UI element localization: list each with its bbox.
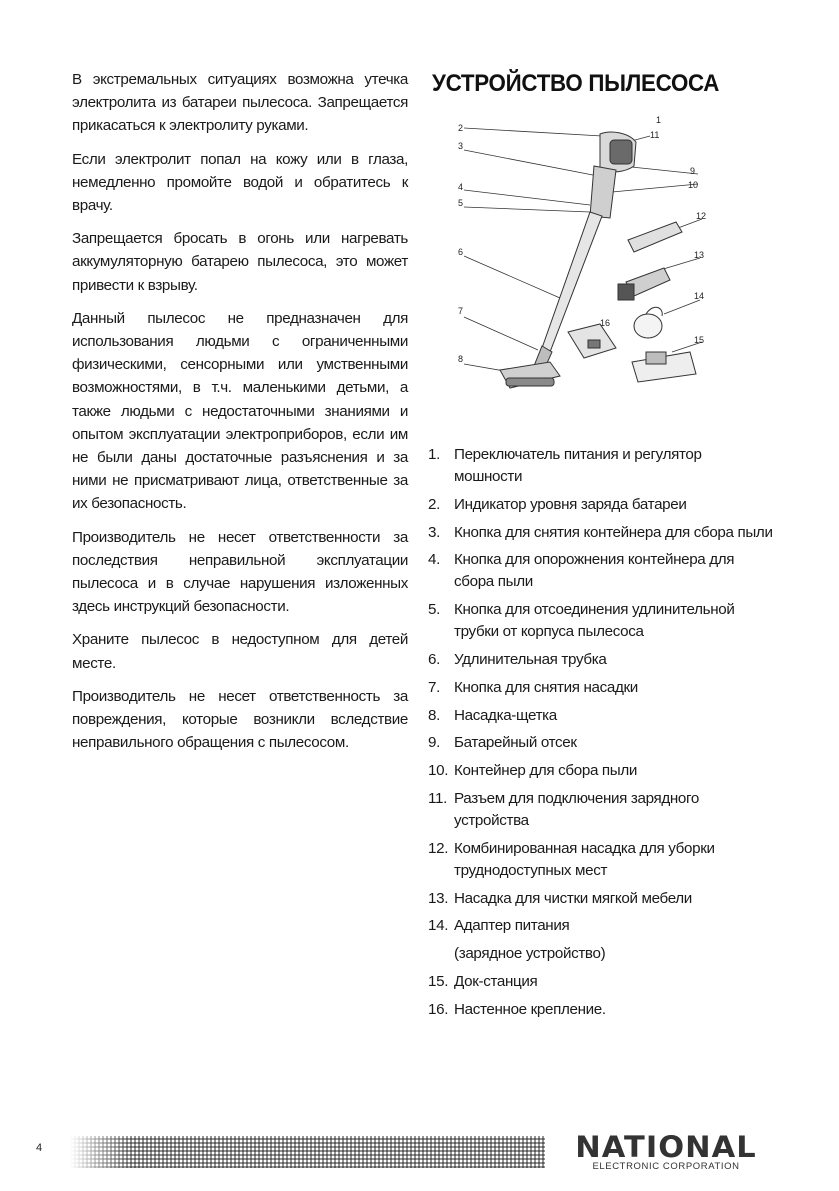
- diagram-label-8: 8: [458, 354, 464, 364]
- footer-dot-pattern: [70, 1136, 545, 1168]
- diagram-label-11: 11: [650, 130, 660, 140]
- brand-subtitle: ELECTRONIC CORPORATION: [592, 1161, 740, 1172]
- list-item: 13. Насадка для чистки мягкой мебели: [428, 889, 692, 907]
- diagram-label-10: 10: [688, 180, 699, 190]
- diagram-label-15: 15: [694, 335, 705, 345]
- diagram-label-2: 2: [458, 123, 464, 133]
- list-item: 8. Насадка-щетка: [428, 706, 557, 724]
- list-item: 9. Батарейный отсек: [428, 734, 577, 752]
- list-item: 6. Удлинительная трубка: [428, 650, 607, 668]
- diagram-label-5: 5: [458, 198, 464, 208]
- page-number: 4: [36, 1142, 43, 1154]
- diagram-label-6: 6: [458, 247, 464, 257]
- section-title: УСТРОЙСТВО ПЫЛЕСОСА: [432, 70, 720, 97]
- list-item: 2. Индикатор уровня заряда батареи: [428, 495, 687, 513]
- diagram-label-7: 7: [458, 306, 464, 316]
- list-item: 1. Переключатель питания и регулятор мошности: [428, 446, 702, 485]
- diagram-label-13: 13: [694, 250, 705, 260]
- diagram-label-3: 3: [458, 141, 464, 151]
- diagram-label-14: 14: [694, 291, 705, 301]
- footer-pattern-fade: [70, 1136, 130, 1168]
- list-item: 10. Контейнер для сбора пыли: [428, 762, 638, 780]
- diagram-label-9: 9: [690, 166, 696, 176]
- list-item: (зарядное устройство): [454, 945, 606, 963]
- diagram-label-1: 1: [656, 115, 662, 125]
- diagram-label-4: 4: [458, 182, 464, 192]
- brand-name: NATIONAL: [575, 1130, 757, 1164]
- list-item: 4. Кнопка для опорожнения контейнера для сбора пыли: [428, 551, 735, 591]
- diagram-label-16: 16: [600, 318, 611, 328]
- list-item: 14. Адаптер питания: [428, 917, 570, 935]
- paragraph-electrolyte-leak: В экстремальных ситуациях возможна утечка электролита из батареи пылесоса. Запрещается прикасаться к электролиту руками.: [72, 71, 408, 135]
- paragraph-electrolyte-contact: Если электролит попал на кожу или в глаза, немедленно промойте водой и обратитесь к врачу.: [72, 150, 408, 215]
- paragraph-usage-restrictions: Данный пылесос не предназначен для использования людьми с ограниченными физическими, сенсорными или умственными возможностями, в т.ч. маленькими детьми, а также людьми с недостаточными знаниями и опытом эксплуатации электроприборов, если им не были даны достаточные разъяснения и за ними не присматривают лица, ответственные за их безопасность.: [72, 309, 408, 513]
- list-item: 3. Кнопка для снятия контейнера для сбора пыли: [428, 523, 773, 541]
- list-item: 15. Док-станция: [428, 972, 538, 990]
- safety-text-column: [72, 68, 408, 764]
- paragraph-fire-warning: Запрещается бросать в огонь или нагревать аккумуляторную батарею пылесоса, это может привести к взрыву.: [72, 230, 408, 294]
- list-item: 5. Кнопка для отсоединения удлинительной трубки от корпуса пылесоса: [428, 601, 735, 641]
- paragraph-damage-liability: Производитель не несет ответственность за повреждения, которые возникли вследствие неправильного обращения с пылесосом.: [72, 687, 408, 752]
- list-item: 16. Настенное крепление.: [428, 1000, 606, 1018]
- paragraph-liability: Производитель не несет ответственности за последствия неправильной эксплуатации пылесоса и в случае нарушения изложенных здесь инструкций безопасности.: [72, 528, 408, 616]
- paragraph-children: Храните пылесос в недоступном для детей месте.: [72, 631, 408, 672]
- list-item: 7. Кнопка для снятия насадки: [428, 678, 638, 696]
- parts-list: [428, 444, 773, 1027]
- brand-logo: [566, 1130, 766, 1172]
- list-item: 12. Комбинированная насадка для уборки труднодоступных мест: [428, 839, 715, 879]
- list-item: 11. Разъем для подключения зарядного устройства: [428, 789, 699, 829]
- vacuum-diagram: [450, 112, 722, 402]
- diagram-label-12: 12: [696, 211, 707, 221]
